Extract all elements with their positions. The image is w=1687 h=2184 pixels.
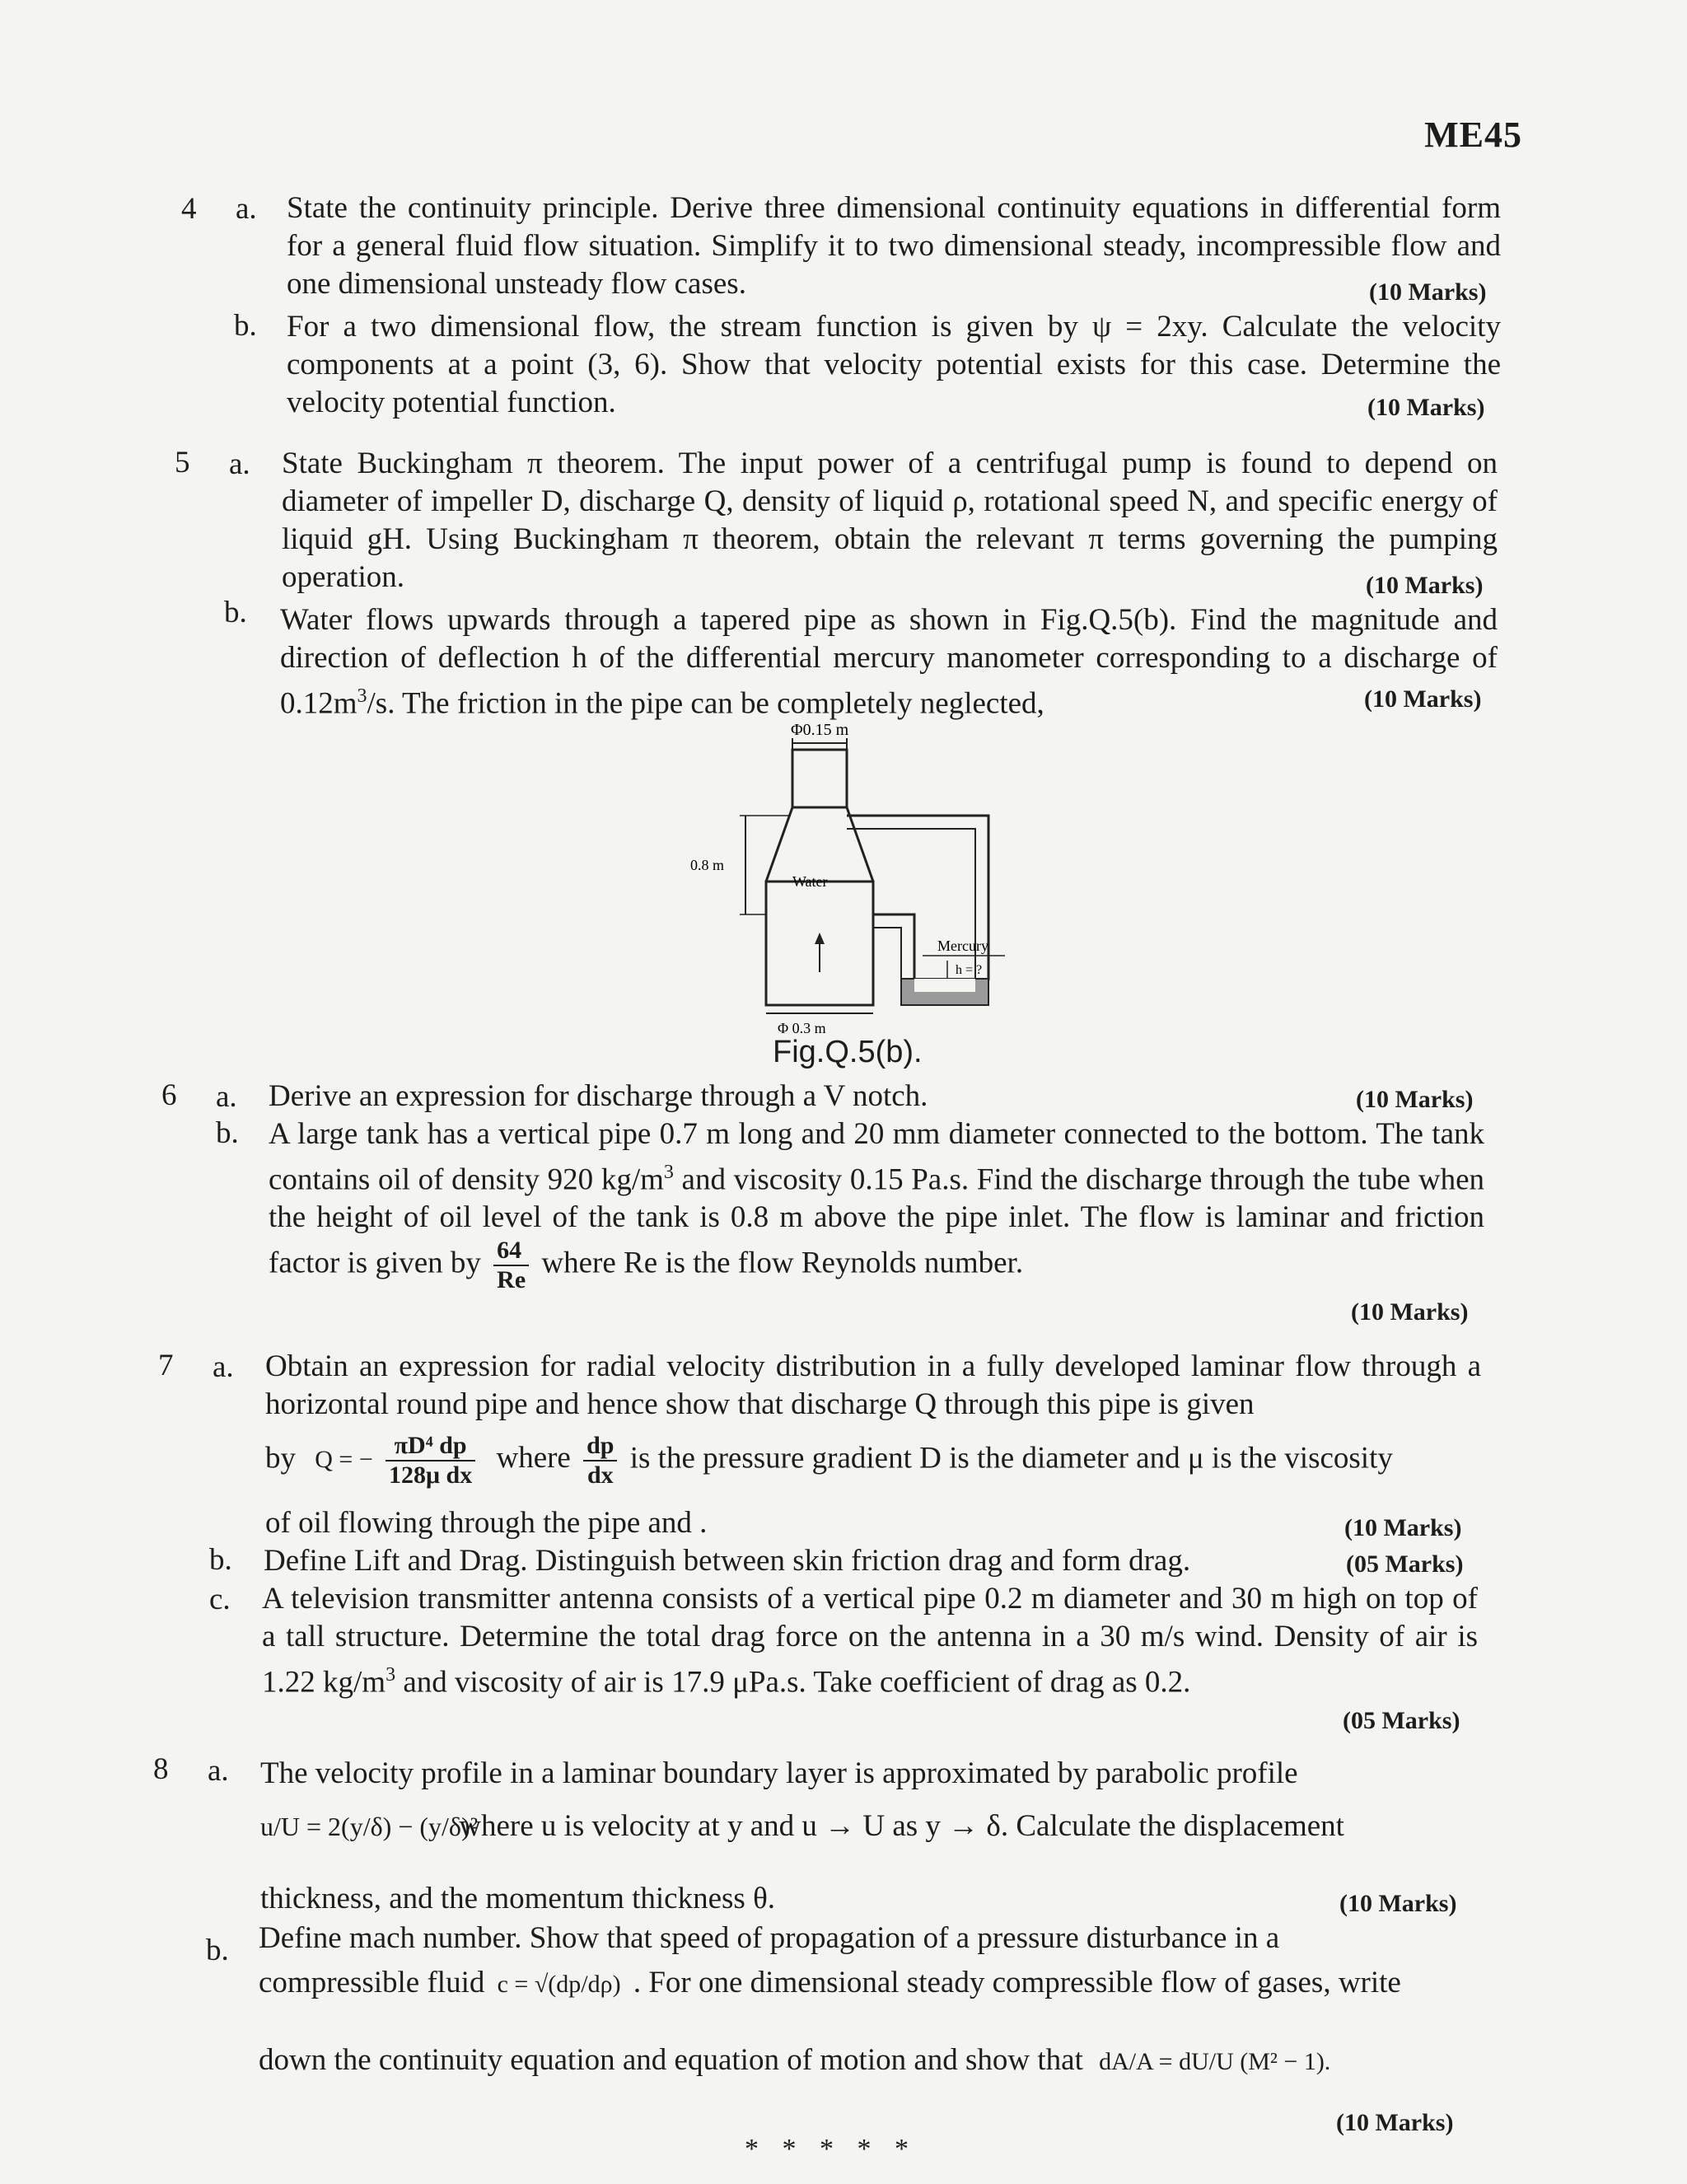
- question-text: of oil flowing through the pipe and .: [265, 1506, 708, 1540]
- question-text: Water flows upwards through a tapered pipe as shown in Fig.Q.5(b). Find the magnitude and direction of deflection h of the differential mercury manometer corresponding to a discharge of $0.12m^3/s$. The friction in the pipe can be completely neglected,: [280, 603, 1498, 721]
- question-text: The velocity profile in a laminar boundary layer is approximated by parabolic profile: [260, 1756, 1298, 1790]
- question-text: State the continuity principle. Derive three dimensional continuity equations in differential form for a general fluid flow situation. Simplify it to two dimensional steady, incompressible flow and one dimensional unsteady flow cases.: [287, 191, 1501, 301]
- question-number: 8: [153, 1752, 169, 1786]
- question-text: thickness, and the momentum thickness θ.: [260, 1882, 776, 1915]
- question-text: Define Lift and Drag. Distinguish between skin friction drag and form drag.: [264, 1544, 1191, 1578]
- end-stars: * * * * *: [745, 2134, 917, 2164]
- water-label: Water: [792, 873, 828, 890]
- bottom-diameter-label: Φ 0.3 m: [778, 1020, 826, 1036]
- marks: (05 Marks): [1346, 1550, 1464, 1578]
- friction-fraction: $\frac{64}{Re}$: [493, 1237, 529, 1294]
- sub-label: a.: [236, 192, 257, 226]
- figure-caption: Fig.Q.5(b).: [773, 1035, 923, 1069]
- question-text: Derive an expression for discharge through a V notch.: [269, 1079, 928, 1113]
- manometer-figure: [675, 717, 1021, 1038]
- wave-speed-equation: c = √(dp/dρ): [497, 1971, 621, 1998]
- equation-line: compressible fluid c = √(dp/dρ) . For one dimensional steady compressible flow of gases, write: [259, 1966, 1401, 1999]
- sub-label: b.: [234, 309, 257, 343]
- area-velocity-equation: dA/A = dU/U (M² − 1).: [1099, 2048, 1331, 2075]
- equation-line: by Q = − $\frac{\text{πD⁴ dp}}{\text{128μ dx}}$ where $\frac{dp}{dx}$ is the pressure gradient D is the diameter and μ is the viscosity: [265, 1432, 1393, 1489]
- question-number: 4: [181, 192, 197, 226]
- question-text: State Buckingham π theorem. The input power of a centrifugal pump is found to depend on diameter of impeller D, discharge Q, density of liquid ρ, rotational speed N, and specific energy of liquid gH. Using Buckingham π theorem, obtain the relevant π terms governing the pumping operation.: [282, 447, 1498, 594]
- question-number: 7: [158, 1349, 174, 1382]
- sub-label: b.: [206, 1934, 229, 1967]
- marks: (10 Marks): [1364, 685, 1482, 713]
- mercury-label: Mercury: [937, 938, 988, 954]
- sub-label: a.: [208, 1754, 229, 1788]
- sub-label: a.: [213, 1350, 234, 1384]
- marks: (10 Marks): [1351, 1298, 1469, 1326]
- top-diameter-label: Φ0.15 m: [791, 721, 849, 739]
- height-label: 0.8 m: [690, 857, 725, 873]
- sub-label: b.: [216, 1116, 239, 1150]
- marks: (10 Marks): [1339, 1890, 1457, 1917]
- h-label: h = ?: [956, 963, 983, 977]
- equation-line: u/U = 2(y/δ) − (y/δ)² where u is velocity at y and u → U as y → δ. Calculate the displacement: [260, 1808, 1496, 1845]
- discharge-fraction: $\frac{\text{πD⁴ dp}}{\text{128μ dx}}$: [386, 1432, 475, 1490]
- question-text: A large tank has a vertical pipe 0.7 m long and 20 mm diameter connected to the bottom. The tank contains oil of density 920 $kg/m^3$ and viscosity 0.15 Pa.s. Find the discharge through the tube when the height of oil level of the tank is 0.8 m above the pipe inlet. The flow is laminar and friction factor is given by $\frac{64}{Re}$ where Re is the flow Reynolds number.: [269, 1117, 1485, 1294]
- question-text: Obtain an expression for radial velocity distribution in a fully developed laminar flow through a horizontal round pipe and hence show that discharge Q through this pipe is given: [265, 1349, 1481, 1421]
- pressure-gradient-fraction: $\frac{dp}{dx}$: [583, 1432, 617, 1490]
- velocity-profile-equation: u/U = 2(y/δ) − (y/δ)²: [260, 1812, 479, 1841]
- marks: (10 Marks): [1366, 572, 1484, 599]
- paper-code: ME45: [1424, 115, 1522, 155]
- marks: (10 Marks): [1367, 394, 1485, 421]
- question-text: A television transmitter antenna consists of a vertical pipe 0.2 m diameter and 30 m high on top of a tall structure. Determine the total drag force on the antenna in a 30 m/s wind. Density of air is 1.22 $kg/m^3$ and viscosity of air is 17.9 μPa.s. Take coefficient of drag as 0.2.: [262, 1582, 1478, 1700]
- sub-label: a.: [216, 1080, 237, 1114]
- sub-label: c.: [209, 1583, 231, 1616]
- marks: (10 Marks): [1356, 1086, 1474, 1113]
- question-text: For a two dimensional flow, the stream function is given by ψ = 2xy. Calculate the velocity components at a point (3, 6). Show that velocity potential exists for this case. Determine the velocity potential function.: [287, 310, 1501, 419]
- equation-line: down the continuity equation and equation of motion and show that dA/A = dU/U (M² − 1).: [259, 2043, 1331, 2077]
- question-number: 5: [175, 446, 190, 479]
- question-text: Define mach number. Show that speed of propagation of a pressure disturbance in a: [259, 1921, 1280, 1955]
- marks: (10 Marks): [1369, 278, 1487, 306]
- marks: (10 Marks): [1336, 2109, 1454, 2136]
- sub-label: a.: [229, 447, 250, 481]
- marks: (10 Marks): [1344, 1514, 1462, 1541]
- sub-label: b.: [209, 1543, 232, 1577]
- marks: (05 Marks): [1343, 1707, 1460, 1734]
- sub-label: b.: [224, 596, 247, 629]
- question-number: 6: [161, 1078, 177, 1112]
